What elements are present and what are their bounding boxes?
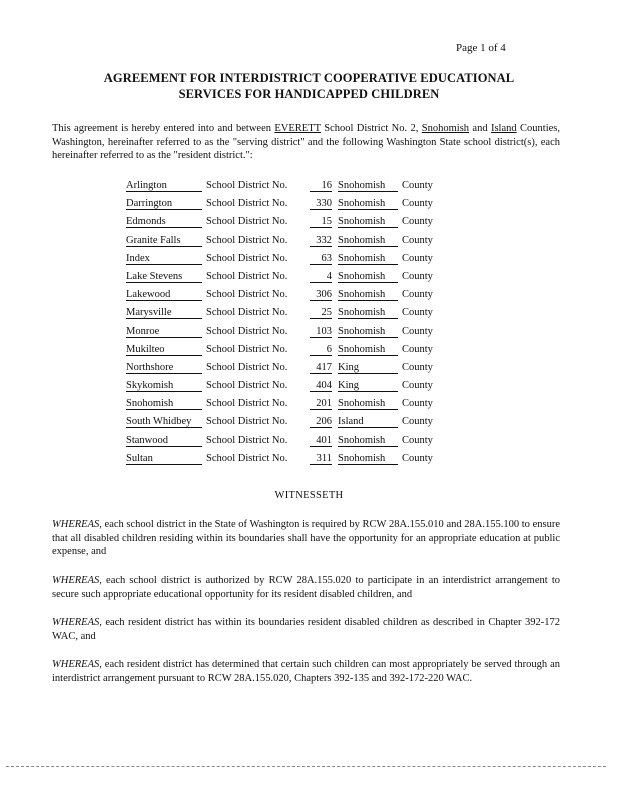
district-number: 15 <box>310 216 332 228</box>
district-row <box>126 342 446 360</box>
whereas-text: each resident district has within its boundaries resident disabled children as described in Chapter 392-172 WAC, and <box>52 617 560 642</box>
district-label: School District No. <box>206 307 288 319</box>
district-number: 16 <box>310 180 332 192</box>
district-number: 103 <box>310 326 332 338</box>
footer-divider <box>6 766 606 767</box>
district-county: Island <box>338 416 398 428</box>
county-suffix: County <box>402 343 433 355</box>
county-suffix: County <box>402 398 433 410</box>
district-county: Snohomish <box>338 398 398 410</box>
district-row <box>126 396 446 414</box>
county-suffix: County <box>402 270 433 282</box>
district-number: 63 <box>310 253 332 265</box>
district-name: Marysville <box>126 307 202 319</box>
district-name: Granite Falls <box>126 235 202 247</box>
serving-county-2: Island <box>490 123 517 134</box>
district-number: 6 <box>310 344 332 356</box>
district-number: 306 <box>310 289 332 301</box>
county-suffix: County <box>402 434 433 446</box>
district-number: 332 <box>310 235 332 247</box>
county-suffix: County <box>402 198 433 210</box>
whereas-paragraph-4 <box>52 658 560 685</box>
district-label: School District No. <box>206 270 288 282</box>
district-number: 417 <box>310 362 332 374</box>
whereas-paragraph-1 <box>52 518 560 559</box>
district-county: King <box>338 362 398 374</box>
district-label: School District No. <box>206 234 288 246</box>
district-county: Snohomish <box>338 344 398 356</box>
district-label: School District No. <box>206 452 288 464</box>
district-row <box>126 451 446 469</box>
district-name: Arlington <box>126 180 202 192</box>
intro-paragraph <box>52 122 560 163</box>
county-suffix: County <box>402 325 433 337</box>
whereas-lead: WHEREAS, <box>52 659 102 670</box>
whereas-lead: WHEREAS, <box>52 617 102 628</box>
county-suffix: County <box>402 252 433 264</box>
whereas-text: each resident district has determined that certain such children can most appropriately be served through an interdistrict arrangement pursuant to RCW 28A.155.020, Chapters 392-135 and 392-172-220 WAC. <box>52 659 560 684</box>
district-county: Snohomish <box>338 180 398 192</box>
district-label: School District No. <box>206 289 288 301</box>
document-title <box>0 70 618 102</box>
district-number: 311 <box>310 453 332 465</box>
county-suffix: County <box>402 289 433 301</box>
district-label: School District No. <box>206 416 288 428</box>
district-county: Snohomish <box>338 307 398 319</box>
county-suffix: County <box>402 380 433 392</box>
district-row <box>126 433 446 451</box>
district-name: South Whidbey <box>126 416 202 428</box>
whereas-paragraph-2 <box>52 574 560 601</box>
intro-text-4: Counties, Washington, hereinafter referred to as the "serving district" and the following Washington State school district(s), each hereinafter referred to as the "resident district.": <box>52 123 560 161</box>
district-name: Snohomish <box>126 398 202 410</box>
county-suffix: County <box>402 416 433 428</box>
page-number: Page 1 of 4 <box>456 42 506 54</box>
whereas-text: each school district is authorized by RCW 28A.155.020 to participate in an interdistrict arrangement to secure such appropriate educational opportunity for its resident disabled children, and <box>52 575 560 600</box>
district-row <box>126 178 446 196</box>
district-county: Snohomish <box>338 435 398 447</box>
county-suffix: County <box>402 234 433 246</box>
county-suffix: County <box>402 452 433 464</box>
district-row <box>126 196 446 214</box>
district-row <box>126 287 446 305</box>
district-county: Snohomish <box>338 235 398 247</box>
district-number: 4 <box>310 271 332 283</box>
district-label: School District No. <box>206 198 288 210</box>
resident-district-list <box>126 178 446 469</box>
district-name: Stanwood <box>126 435 202 447</box>
district-row <box>126 360 446 378</box>
district-row <box>126 269 446 287</box>
district-number: 401 <box>310 435 332 447</box>
whereas-lead: WHEREAS, <box>52 519 102 530</box>
district-label: School District No. <box>206 361 288 373</box>
district-row <box>126 378 446 396</box>
county-suffix: County <box>402 180 433 191</box>
district-number: 25 <box>310 307 332 319</box>
district-number: 206 <box>310 416 332 428</box>
title-line-1: AGREEMENT FOR INTERDISTRICT COOPERATIVE EDUCATIONAL <box>103 71 515 85</box>
district-county: Snohomish <box>338 289 398 301</box>
district-label: School District No. <box>206 434 288 446</box>
district-number: 404 <box>310 380 332 392</box>
whereas-lead: WHEREAS, <box>52 575 102 586</box>
serving-county-1: Snohomish <box>421 123 470 134</box>
district-label: School District No. <box>206 380 288 392</box>
district-name: Mukilteo <box>126 344 202 356</box>
district-name: Lakewood <box>126 289 202 301</box>
district-county: Snohomish <box>338 453 398 465</box>
district-row <box>126 233 446 251</box>
whereas-paragraph-3 <box>52 616 560 643</box>
district-county: Snohomish <box>338 216 398 228</box>
district-name: Darrington <box>126 198 202 210</box>
intro-text-2: School District No. 2, <box>320 123 422 134</box>
district-label: School District No. <box>206 252 288 264</box>
district-name: Monroe <box>126 326 202 338</box>
serving-district-name: EVERETT <box>274 123 321 134</box>
district-number: 330 <box>310 198 332 210</box>
district-label: School District No. <box>206 398 288 410</box>
county-suffix: County <box>402 307 433 319</box>
district-name: Lake Stevens <box>126 271 202 283</box>
witnesseth-heading: WITNESSETH <box>274 490 344 501</box>
district-label: School District No. <box>206 216 288 228</box>
whereas-text: each school district in the State of Washington is required by RCW 28A.155.010 and 28A.155.100 to ensure that all disabled children residing within its boundaries shall have the opportunity for an appropriate education at public expense, and <box>52 519 560 557</box>
district-name: Northshore <box>126 362 202 374</box>
title-line-2: SERVICES FOR HANDICAPPED CHILDREN <box>178 87 440 101</box>
county-suffix: County <box>402 216 433 228</box>
district-row <box>126 251 446 269</box>
district-county: King <box>338 380 398 392</box>
district-name: Edmonds <box>126 216 202 228</box>
district-county: Snohomish <box>338 326 398 338</box>
district-label: School District No. <box>206 180 288 191</box>
district-county: Snohomish <box>338 253 398 265</box>
county-suffix: County <box>402 361 433 373</box>
intro-text-1: This agreement is hereby entered into and between <box>52 123 275 134</box>
district-name: Index <box>126 253 202 265</box>
district-name: Sultan <box>126 453 202 465</box>
district-number: 201 <box>310 398 332 410</box>
district-county: Snohomish <box>338 198 398 210</box>
district-row <box>126 214 446 232</box>
district-row <box>126 305 446 323</box>
district-county: Snohomish <box>338 271 398 283</box>
district-row <box>126 414 446 432</box>
district-label: School District No. <box>206 325 288 337</box>
district-name: Skykomish <box>126 380 202 392</box>
district-label: School District No. <box>206 343 288 355</box>
district-row <box>126 324 446 342</box>
intro-text-3: and <box>469 123 491 134</box>
